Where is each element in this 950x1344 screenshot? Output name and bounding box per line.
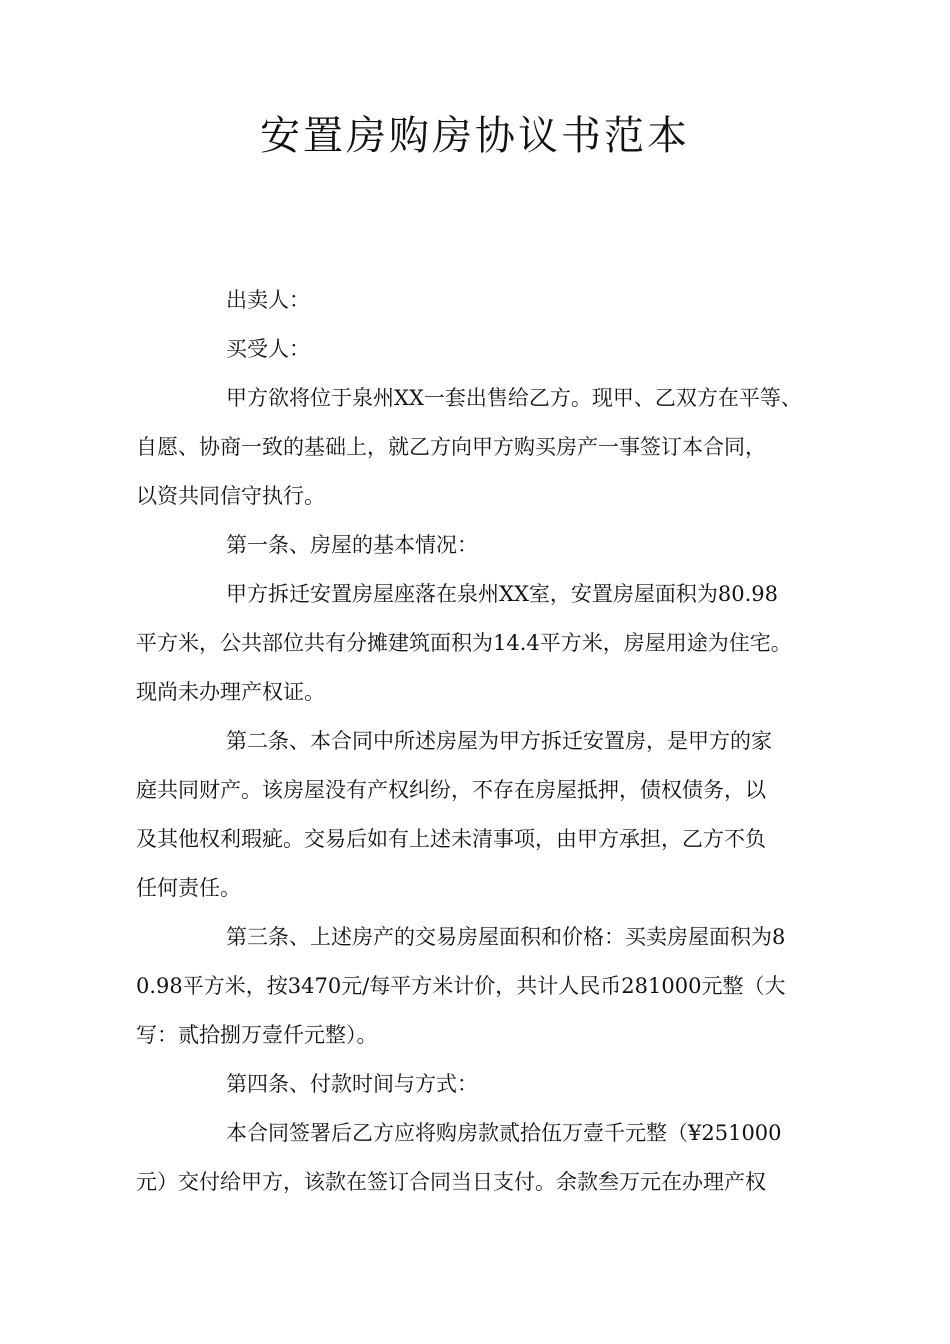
paragraph-line: 及其他权利瑕疵。交易后如有上述未清事项，由甲方承担，乙方不负	[136, 827, 766, 851]
paragraph-line: 第一条、房屋的基本情况：	[226, 533, 478, 557]
paragraph-line: 第二条、本合同中所述房屋为甲方拆迁安置房，是甲方的家	[226, 729, 772, 753]
paragraph-line: 庭共同财产。该房屋没有产权纠纷，不存在房屋抵押，债权债务，以	[136, 778, 766, 802]
document-title: 安置房购房协议书范本	[260, 113, 690, 159]
paragraph-line: 0.98平方米，按3470元/每平方米计价，共计人民币281000元整（大	[136, 974, 786, 998]
paragraph-line: 本合同签署后乙方应将购房款贰拾伍万壹千元整（¥251000	[226, 1121, 782, 1145]
paragraph-line: 出卖人：	[226, 288, 310, 312]
paragraph-line: 平方米，公共部位共有分摊建筑面积为14.4平方米，房屋用途为住宅。	[136, 631, 792, 655]
paragraph-line: 买受人：	[226, 337, 310, 361]
paragraph-line: 以资共同信守执行。	[136, 484, 325, 508]
paragraph-line: 甲方拆迁安置房屋座落在泉州XX室，安置房屋面积为80.98	[226, 582, 779, 606]
paragraph-line: 现尚未办理产权证。	[136, 680, 325, 704]
paragraph-line: 任何责任。	[136, 876, 241, 900]
paragraph-line: 甲方欲将位于泉州XX一套出售给乙方。现甲、乙双方在平等、	[226, 386, 802, 410]
document-body	[136, 276, 832, 1207]
paragraph-line: 写：贰拾捌万壹仟元整）。	[136, 1023, 378, 1047]
paragraph-line: 第四条、付款时间与方式：	[226, 1072, 478, 1096]
paragraph-line: 第三条、上述房产的交易房屋面积和价格：买卖房屋面积为8	[226, 925, 786, 949]
paragraph-line: 元）交付给甲方，该款在签订合同当日支付。余款叁万元在办理产权	[136, 1170, 766, 1194]
paragraph-line: 自愿、协商一致的基础上，就乙方向甲方购买房产一事签订本合同，	[136, 435, 766, 459]
